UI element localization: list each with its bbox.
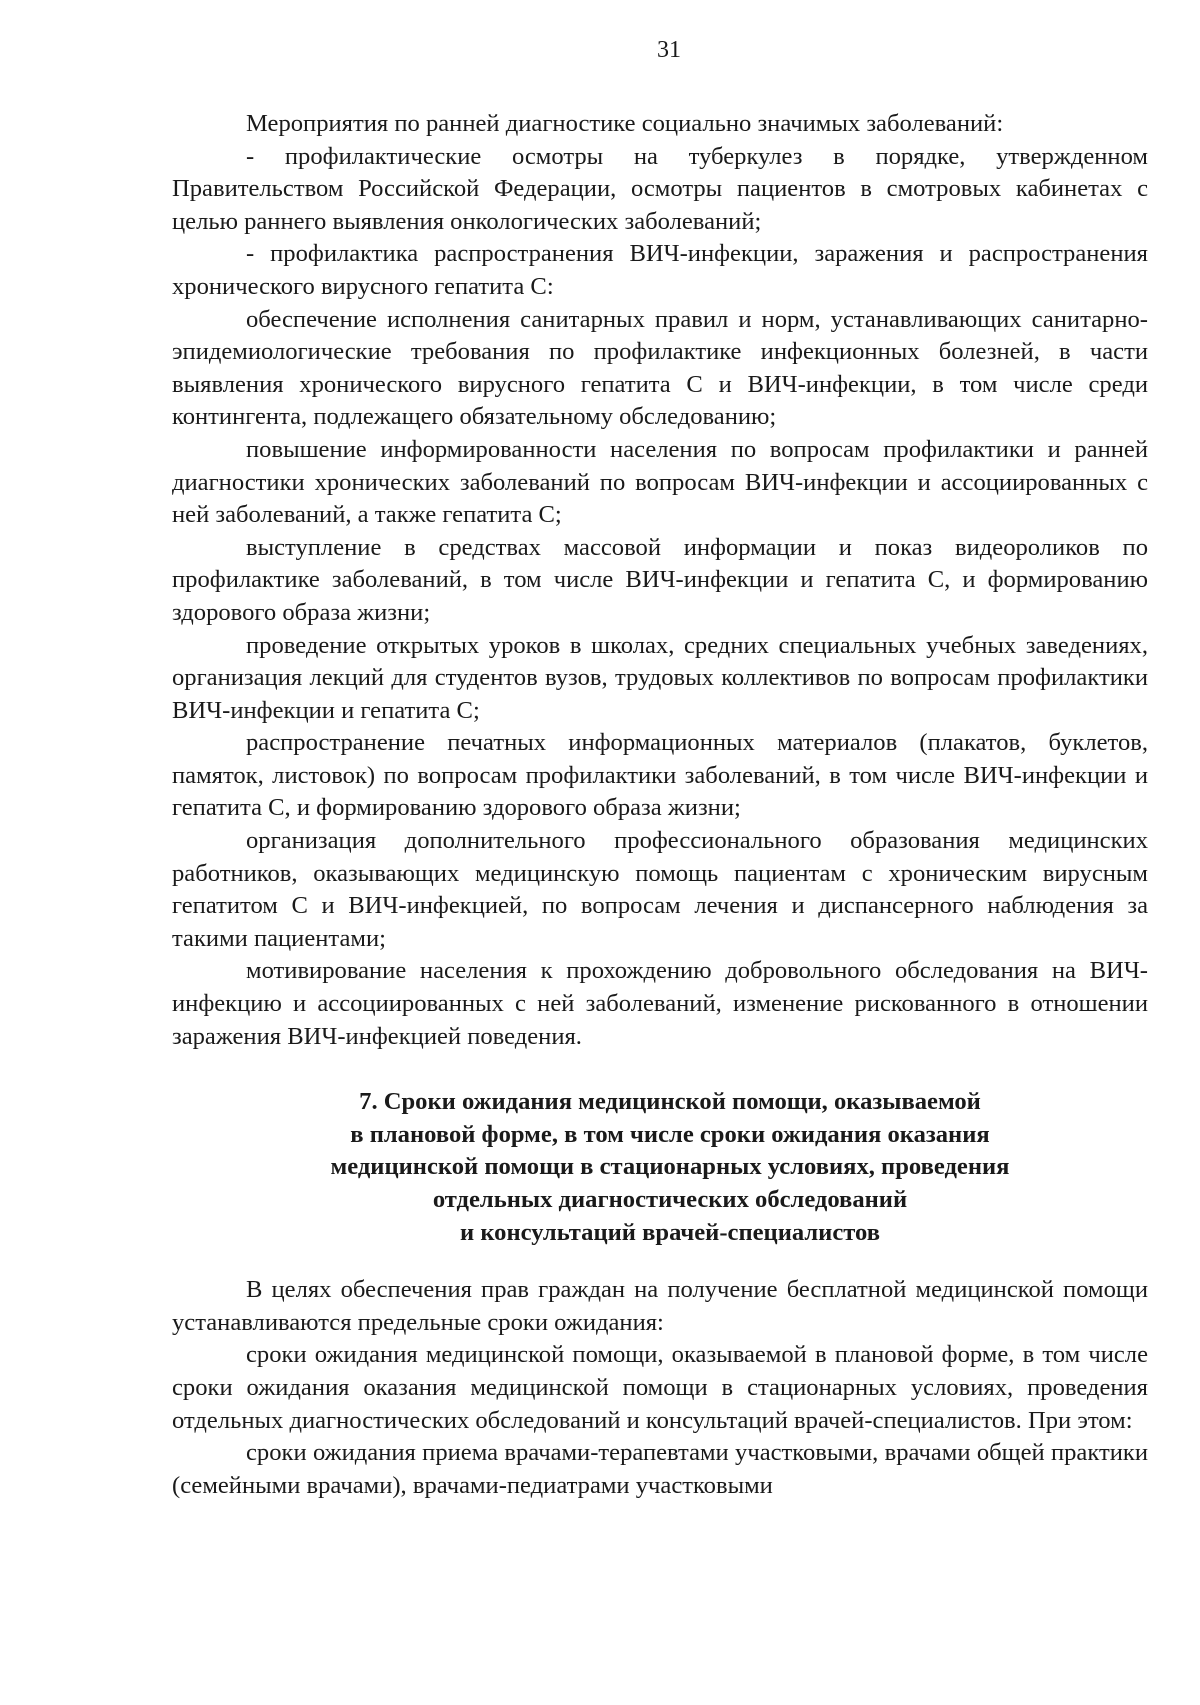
paragraph: выступление в средствах массовой информации и показ видеороликов по профилактике заболеваний, в том числе ВИЧ-инфекции и гепатита С, и формированию здорового образа жизни;	[172, 533, 1148, 626]
document-page	[172, 38, 1148, 1502]
section-7-body	[172, 1274, 1148, 1502]
section-6-body	[172, 108, 1148, 1053]
heading-line: и консультаций врачей-специалистов	[460, 1218, 880, 1246]
paragraph: повышение информированности населения по вопросам профилактики и ранней диагностики хронических заболеваний по вопросам ВИЧ-инфекции и ассоциированных с ней заболеваний, а также гепатита С;	[172, 435, 1148, 529]
paragraph: обеспечение исполнения санитарных правил и норм, устанавливающих санитарно-эпидемиологические требования по профилактике инфекционных болезней, в части выявления хронического вирусного гепатита С и ВИЧ-инфекции, в том числе среди контингента, подлежащего обязательному обследованию;	[172, 305, 1148, 431]
heading-line: 7. Сроки ожидания медицинской помощи, оказываемой	[359, 1088, 981, 1116]
heading-line: в плановой форме, в том числе сроки ожидания оказания	[350, 1120, 990, 1148]
paragraph: - профилактика распространения ВИЧ-инфекции, заражения и распространения хронического вирусного гепатита С:	[172, 240, 1148, 300]
paragraph: сроки ожидания медицинской помощи, оказываемой в плановой форме, в том числе сроки ожидания оказания медицинской помощи в стационарных условиях, проведения отдельных диагностических обследований и консультаций врачей-специалистов. При этом:	[172, 1341, 1148, 1434]
paragraph: сроки ожидания приема врачами-терапевтами участковыми, врачами общей практики (семейными врачами), врачами-педиатрами участковыми	[172, 1439, 1148, 1499]
paragraph: В целях обеспечения прав граждан на получение бесплатной медицинской помощи устанавливаются предельные сроки ожидания:	[172, 1276, 1148, 1336]
paragraph: проведение открытых уроков в школах, средних специальных учебных заведениях, организация лекций для студентов вузов, трудовых коллективов по вопросам профилактики ВИЧ-инфекции и гепатита С;	[172, 631, 1148, 724]
paragraph: Мероприятия по ранней диагностике социально значимых заболеваний:	[246, 110, 1004, 137]
heading-line: медицинской помощи в стационарных условиях, проведения	[330, 1153, 1010, 1181]
paragraph: распространение печатных информационных материалов (плакатов, буклетов, памяток, листовок) по вопросам профилактики заболеваний, в том числе ВИЧ-инфекции и гепатита С, и формированию здорового образа жизни;	[172, 729, 1148, 822]
paragraph: - профилактические осмотры на туберкулез в порядке, утвержденном Правительством Российской Федерации, осмотры пациентов в смотровых кабинетах с целью раннего выявления онкологических заболеваний;	[172, 142, 1148, 235]
heading-line: отдельных диагностических обследований	[432, 1186, 908, 1213]
page-number: 31	[657, 37, 681, 63]
section-7-heading	[172, 1086, 1148, 1249]
paragraph: мотивирование населения к прохождению добровольного обследования на ВИЧ-инфекцию и ассоциированных с ней заболеваний, изменение рискованного в отношении заражения ВИЧ-инфекцией поведения.	[172, 957, 1148, 1050]
paragraph: организация дополнительного профессионального образования медицинских работников, оказывающих медицинскую помощь пациентам с хроническим вирусным гепатитом С и ВИЧ-инфекцией, по вопросам лечения и диспансерного наблюдения за такими пациентами;	[172, 827, 1148, 952]
